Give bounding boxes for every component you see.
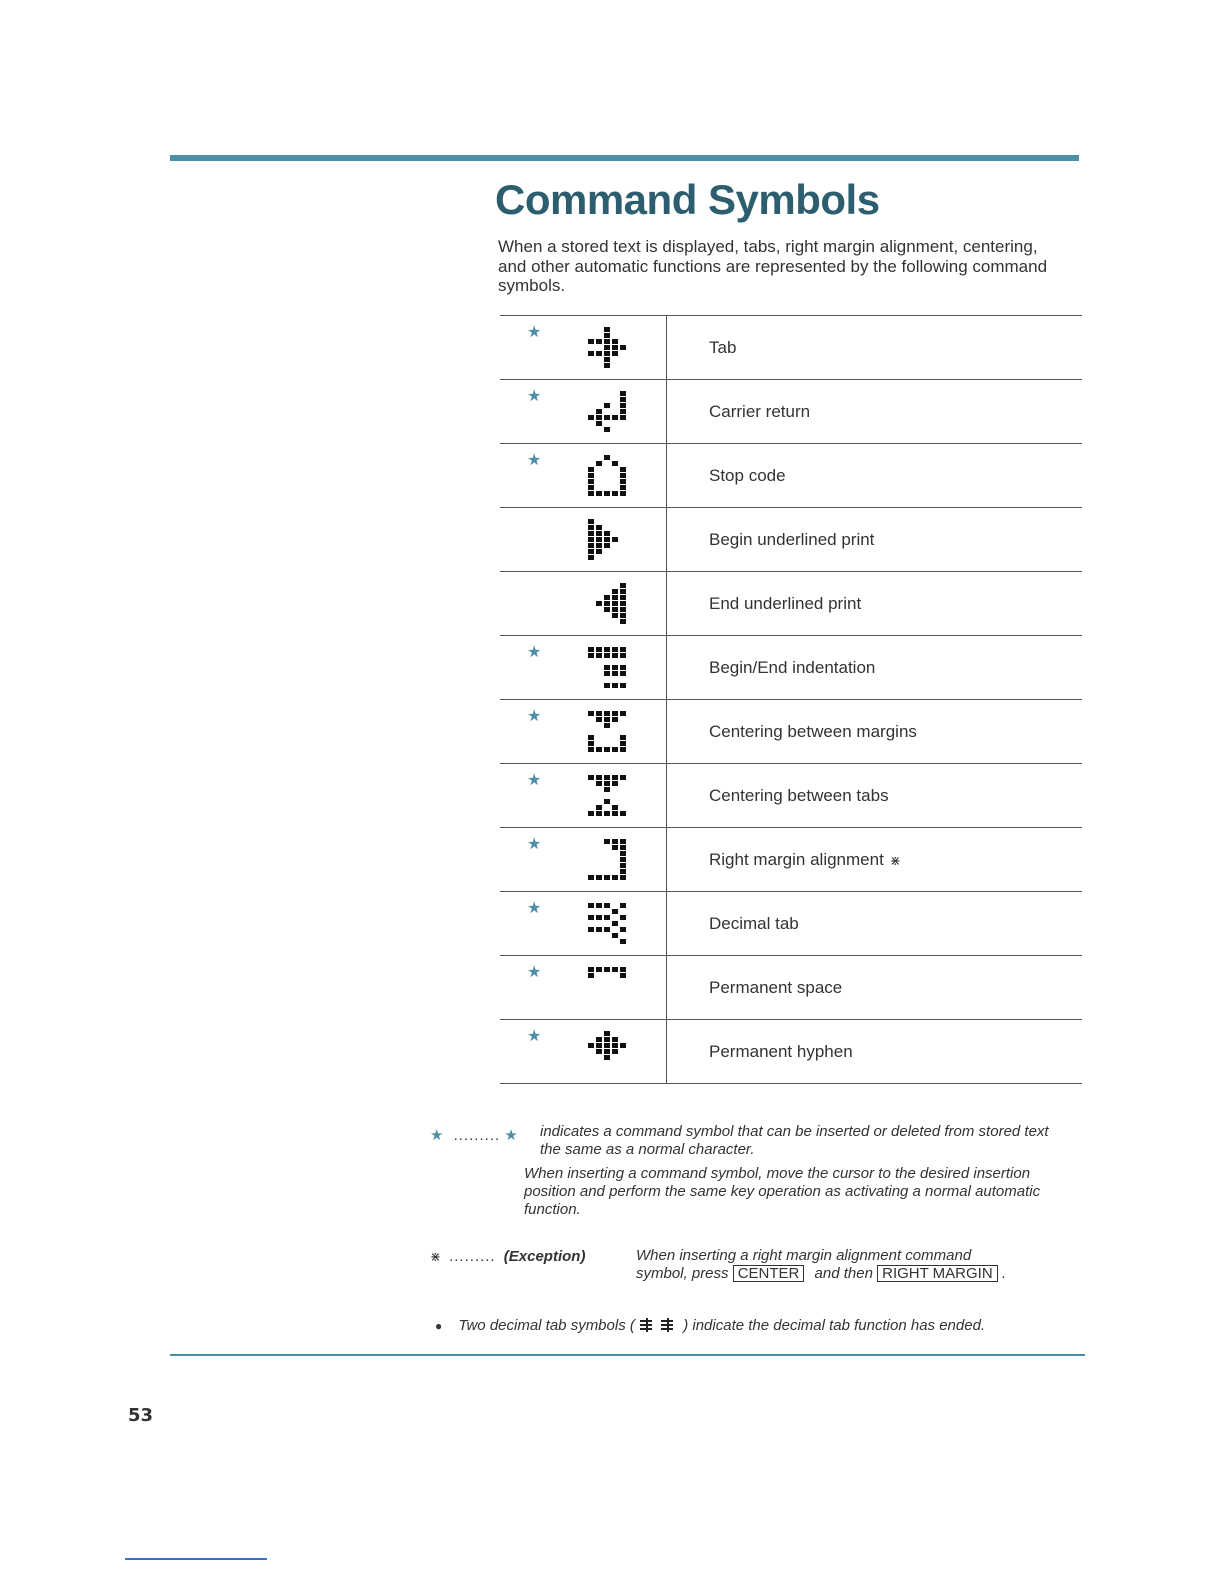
decimal-note-text-b: ) indicate the decimal tab function has ended. (683, 1317, 986, 1334)
symbol-row (500, 316, 1082, 380)
page-title: Command Symbols (495, 176, 880, 223)
asterism-icon: ⋇ (430, 1249, 441, 1264)
exception-label: (Exception) (503, 1248, 586, 1265)
symbol-cell (500, 636, 667, 700)
symbol-label: Centering between tabs (667, 764, 1083, 828)
symbol-label: Carrier return (667, 380, 1083, 444)
bottom-rule (170, 1354, 1085, 1356)
tab-symbol-icon (586, 325, 630, 371)
symbol-row (500, 764, 1082, 828)
symbol-label: Tab (667, 316, 1083, 380)
exception-text (636, 1247, 1076, 1283)
symbol-row (500, 956, 1082, 1020)
symbol-cell (500, 508, 667, 572)
star-icon: ★ (527, 964, 542, 981)
symbol-label: End underlined print (667, 572, 1083, 636)
decimal-note-text-a: Two decimal tab symbols ( (458, 1317, 635, 1334)
asterism-icon: ⋇ (889, 852, 901, 868)
end-underline-symbol-icon (586, 581, 630, 627)
star-icon: ★ (527, 452, 542, 469)
star-icon: ★ (527, 324, 542, 341)
decimal-tab-symbol-icon (586, 901, 630, 947)
symbol-row (500, 444, 1082, 508)
symbol-label: Decimal tab (667, 892, 1083, 956)
symbol-label: Permanent hyphen (667, 1020, 1083, 1084)
permanent-space-symbol-icon (586, 965, 630, 1011)
star-icon: ★ (430, 1127, 444, 1144)
symbol-row (500, 508, 1082, 572)
exception-note (430, 1248, 585, 1265)
center-key: CENTER (733, 1265, 805, 1282)
symbol-label: Begin/End indentation (667, 636, 1083, 700)
symbol-cell (500, 956, 667, 1020)
symbol-cell (500, 444, 667, 508)
symbol-label: Stop code (667, 444, 1083, 508)
star-icon: ★ (527, 644, 542, 661)
symbol-cell (500, 572, 667, 636)
star-note-text-1: indicates a command symbol that can be inserted or deleted from stored text the same as a normal character. (540, 1123, 1049, 1158)
permanent-hyphen-symbol-icon (586, 1029, 630, 1075)
center-tabs-symbol-icon (586, 773, 630, 819)
symbol-cell (500, 764, 667, 828)
symbol-row (500, 892, 1082, 956)
top-rule (170, 155, 1079, 161)
right-margin-symbol-icon (586, 837, 630, 883)
footer-underline (125, 1558, 267, 1560)
symbol-label: Centering between margins (667, 700, 1083, 764)
command-symbol-table (500, 315, 1082, 1084)
exception-dots: ......... (449, 1248, 496, 1265)
symbol-cell (500, 1020, 667, 1084)
star-icon: ★ (527, 772, 542, 789)
symbol-label: Right margin alignment ⋇ (667, 828, 1083, 892)
star-icon: ★ (527, 1028, 542, 1045)
symbol-cell (500, 380, 667, 444)
star-icon: ★ (527, 836, 542, 853)
star-note-text-2: When inserting a command symbol, move the cursor to the desired insertion position and perform the same key operation as activating a normal automatic function. (524, 1165, 1041, 1218)
intro-paragraph: When a stored text is displayed, tabs, right margin alignment, centering, and other automatic functions are represented by the following command symbols. (498, 237, 1048, 295)
star-icon: ★ (527, 388, 542, 405)
symbol-cell (500, 892, 667, 956)
symbol-cell (500, 700, 667, 764)
symbol-row (500, 828, 1082, 892)
right-margin-key: RIGHT MARGIN (877, 1265, 998, 1282)
indentation-symbol-icon (586, 645, 630, 691)
center-margins-symbol-icon (586, 709, 630, 755)
symbol-row (500, 1020, 1082, 1084)
star-icon: ★ (504, 1127, 518, 1144)
star-icon: ★ (527, 708, 542, 725)
symbol-row (500, 572, 1082, 636)
begin-underline-symbol-icon (586, 517, 630, 563)
exception-text-line1: When inserting a right margin alignment command (636, 1247, 972, 1264)
stop-code-symbol-icon (586, 453, 630, 499)
page-number: 53 (128, 1405, 154, 1426)
star-icon: ★ (527, 900, 542, 917)
star-note (430, 1126, 518, 1144)
symbol-label: Begin underlined print (667, 508, 1083, 572)
star-dots: ......... (453, 1127, 501, 1144)
symbol-row (500, 636, 1082, 700)
symbol-label: Permanent space (667, 956, 1083, 1020)
symbol-cell (500, 316, 667, 380)
carrier-return-symbol-icon (586, 389, 630, 435)
decimal-note (435, 1317, 985, 1334)
symbol-row (500, 700, 1082, 764)
symbol-row (500, 380, 1082, 444)
double-decimal-tab-icon (639, 1317, 679, 1333)
exception-text-line2: symbol, press CENTER and then RIGHT MARGIN . (636, 1265, 1007, 1282)
symbol-cell (500, 828, 667, 892)
bullet-icon: ● (435, 1319, 443, 1333)
